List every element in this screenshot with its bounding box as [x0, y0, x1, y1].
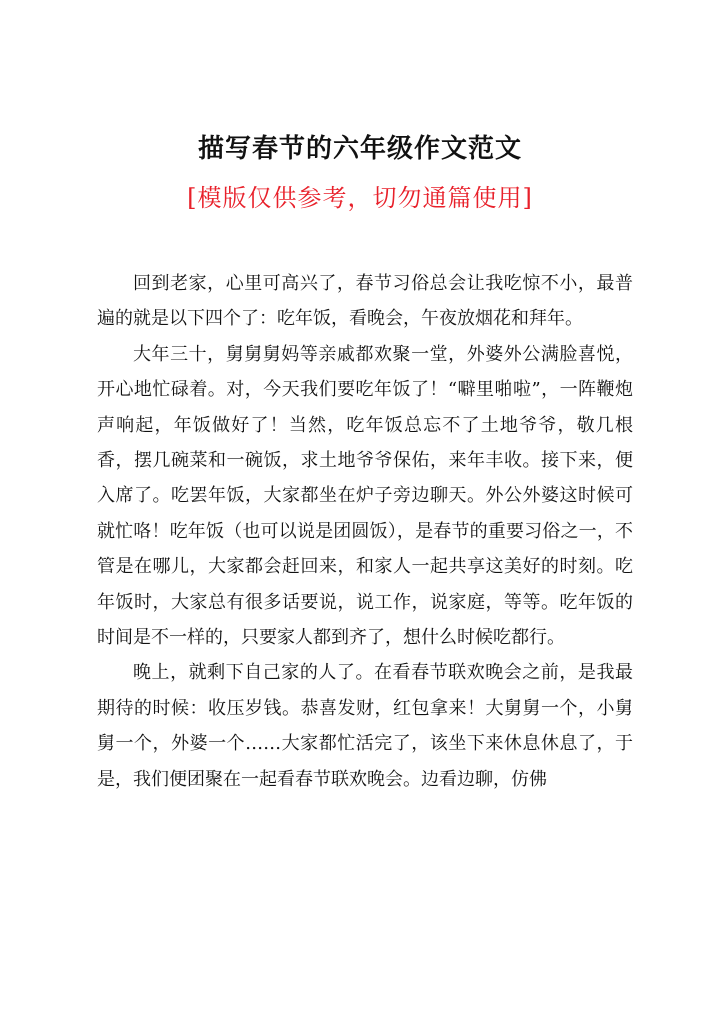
document-title: 描写春节的六年级作文范文	[197, 134, 522, 164]
paragraph-3: 晚上，就剩下自己家的人了。在看春节联欢晚会之前，是我最期待的时候：收压岁钱。恭喜发财，红包拿来！大舅舅一个，小舅舅一个，外婆一个……大家都忙活完了，该坐下来休息休息了，于是，我们便团聚在一起看春节联欢晚会。边看边聊，仿佛	[97, 662, 633, 790]
paragraph-2: 大年三十，舅舅舅妈等亲戚都欢聚一堂，外婆外公满脸喜悦，开心地忙碌着。对，今天我们要吃年饭了！“噼里啪啦”，一阵鞭炮声响起，年饭做好了！当然，吃年饭总忘不了土地爷爷，敬几根香，摆几碗菜和一碗饭，求土地爷爷保佑，来年丰收。接下来，便入席了。吃罢年饭，大家都坐在炉子旁边聊天。外公外婆这时候可就忙咯！吃年饭（也可以说是团圆饭），是春节的重要习俗之一，不管是在哪儿，大家都会赶回来，和家人一起共享这美好的时刻。吃年饭时，大家总有很多话要说，说工作，说家庭，等等。吃年饭的时间是不一样的，只要家人都到齐了，想什么时候吃都行。	[97, 343, 633, 649]
document-body	[97, 266, 633, 797]
paragraph-1: 回到老家，心里可高兴了，春节习俗总会让我吃惊不小，最普遍的就是以下四个了：吃年饭，看晚会，午夜放烟花和拜年。	[97, 273, 633, 330]
document-subtitle: [模版仅供参考，切勿通篇使用]	[187, 184, 533, 212]
